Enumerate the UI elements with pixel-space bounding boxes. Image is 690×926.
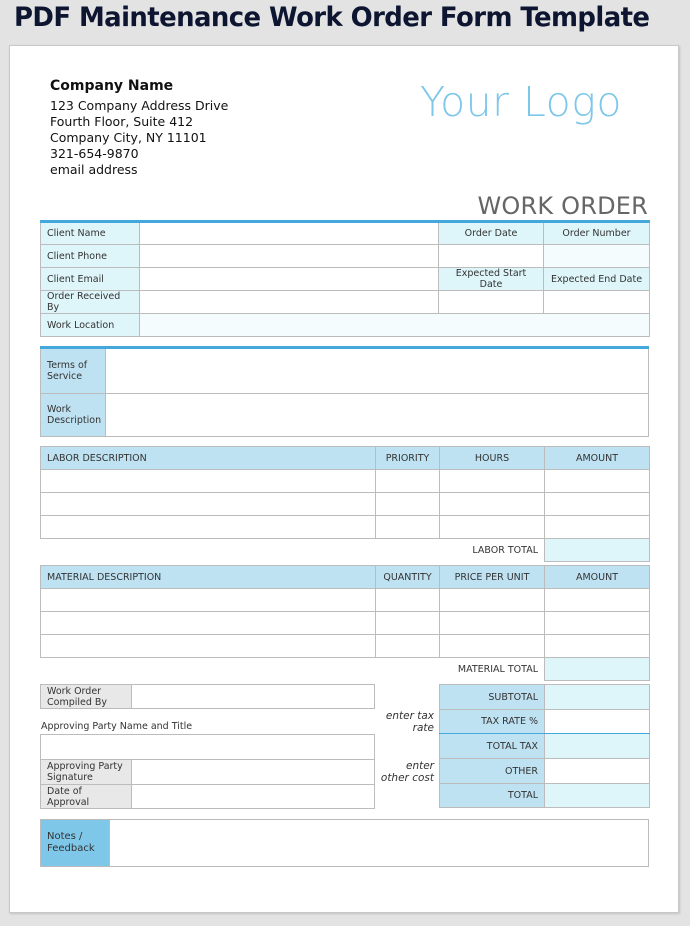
quantity-cell[interactable] <box>376 635 440 658</box>
order-received-by-field[interactable] <box>140 291 439 314</box>
other-field[interactable] <box>545 759 650 784</box>
tax-rate-field[interactable] <box>545 710 650 734</box>
client-email-field[interactable] <box>140 268 439 291</box>
terms-table <box>40 346 649 437</box>
signature-label: Approving Party Signature <box>41 760 132 785</box>
total-tax-field[interactable] <box>545 734 650 759</box>
material-row <box>41 589 650 612</box>
compiled-by-table <box>40 684 375 709</box>
approval-table <box>40 734 375 809</box>
hours-cell[interactable] <box>440 516 545 539</box>
expected-start-label: Expected Start Date <box>439 268 544 291</box>
order-date-field[interactable] <box>439 245 544 268</box>
hours-cell[interactable] <box>440 493 545 516</box>
price-per-unit-cell[interactable] <box>440 635 545 658</box>
total-field[interactable] <box>545 784 650 808</box>
labor-table <box>40 446 650 562</box>
labor-amount-cell[interactable] <box>545 493 650 516</box>
labor-amount-header: AMOUNT <box>545 447 650 470</box>
approving-party-field[interactable] <box>41 735 375 760</box>
company-name: Company Name <box>50 78 174 94</box>
summary-table <box>439 684 650 808</box>
other-cost-hint: enter other cost <box>380 760 434 784</box>
form-title: WORK ORDER <box>477 192 648 220</box>
order-date-label: Order Date <box>439 222 544 245</box>
labor-description-cell[interactable] <box>41 470 376 493</box>
notes-label: Notes / Feedback <box>41 820 110 867</box>
compiled-by-label: Work Order Compiled By <box>41 685 132 709</box>
material-amount-cell[interactable] <box>545 589 650 612</box>
priority-cell[interactable] <box>376 516 440 539</box>
client-email-label: Client Email <box>41 268 140 291</box>
notes-field[interactable] <box>110 820 649 867</box>
priority-header: PRIORITY <box>376 447 440 470</box>
priority-cell[interactable] <box>376 493 440 516</box>
client-phone-label: Client Phone <box>41 245 140 268</box>
quantity-header: QUANTITY <box>376 566 440 589</box>
material-total-field[interactable] <box>545 658 650 681</box>
terms-of-service-field[interactable] <box>106 348 649 394</box>
subtotal-field[interactable] <box>545 685 650 710</box>
price-per-unit-cell[interactable] <box>440 589 545 612</box>
tax-rate-hint: enter tax rate <box>385 710 434 734</box>
labor-description-cell[interactable] <box>41 516 376 539</box>
labor-amount-cell[interactable] <box>545 470 650 493</box>
other-label: OTHER <box>440 759 545 784</box>
material-description-header: MATERIAL DESCRIPTION <box>41 566 376 589</box>
tax-rate-label: TAX RATE % <box>440 710 545 734</box>
company-address-line1: 123 Company Address Drive <box>50 98 229 113</box>
company-city-line: Company City, NY 11101 <box>50 130 207 145</box>
work-location-label: Work Location <box>41 314 140 337</box>
logo-placeholder: Your Logo <box>420 78 622 126</box>
material-table <box>40 565 650 681</box>
client-info-table <box>40 220 650 337</box>
labor-row <box>41 493 650 516</box>
order-number-field[interactable] <box>544 245 650 268</box>
company-email: email address <box>50 162 138 177</box>
company-phone: 321-654-9870 <box>50 146 139 161</box>
hours-header: HOURS <box>440 447 545 470</box>
quantity-cell[interactable] <box>376 612 440 635</box>
labor-row <box>41 470 650 493</box>
material-total-label: MATERIAL TOTAL <box>457 663 538 675</box>
material-description-cell[interactable] <box>41 635 376 658</box>
work-location-field[interactable] <box>140 314 650 337</box>
work-description-label: Work Description <box>41 394 106 437</box>
approving-party-label: Approving Party Name and Title <box>41 721 193 732</box>
compiled-by-field[interactable] <box>132 685 375 709</box>
client-name-label: Client Name <box>41 222 140 245</box>
form-page <box>9 45 679 913</box>
quantity-cell[interactable] <box>376 589 440 612</box>
date-of-approval-label: Date of Approval <box>41 785 132 809</box>
expected-start-field[interactable] <box>439 291 544 314</box>
company-address-line2: Fourth Floor, Suite 412 <box>50 114 194 129</box>
total-tax-label: TOTAL TAX <box>440 734 545 759</box>
labor-description-header: LABOR DESCRIPTION <box>41 447 376 470</box>
company-info <box>50 78 228 178</box>
total-label: TOTAL <box>440 784 545 808</box>
material-row <box>41 635 650 658</box>
work-description-field[interactable] <box>106 394 649 437</box>
terms-of-service-label: Terms of Service <box>41 348 106 394</box>
client-name-field[interactable] <box>140 222 439 245</box>
page-title: PDF Maintenance Work Order Form Template <box>14 2 650 33</box>
priority-cell[interactable] <box>376 470 440 493</box>
price-per-unit-header: PRICE PER UNIT <box>440 566 545 589</box>
subtotal-label: SUBTOTAL <box>440 685 545 710</box>
date-of-approval-field[interactable] <box>132 785 375 809</box>
material-amount-header: AMOUNT <box>545 566 650 589</box>
material-amount-cell[interactable] <box>545 612 650 635</box>
material-row <box>41 612 650 635</box>
price-per-unit-cell[interactable] <box>440 612 545 635</box>
client-phone-field[interactable] <box>140 245 439 268</box>
order-received-by-label: Order Received By <box>41 291 140 314</box>
notes-table <box>40 819 649 867</box>
hours-cell[interactable] <box>440 470 545 493</box>
material-description-cell[interactable] <box>41 612 376 635</box>
labor-description-cell[interactable] <box>41 493 376 516</box>
signature-field[interactable] <box>132 760 375 785</box>
labor-row <box>41 516 650 539</box>
expected-end-label: Expected End Date <box>544 268 650 291</box>
labor-total-field[interactable] <box>545 539 650 562</box>
labor-amount-cell[interactable] <box>545 516 650 539</box>
material-description-cell[interactable] <box>41 589 376 612</box>
order-number-label: Order Number <box>544 222 650 245</box>
expected-end-field[interactable] <box>544 291 650 314</box>
material-amount-cell[interactable] <box>545 635 650 658</box>
labor-total-label: LABOR TOTAL <box>472 544 538 556</box>
